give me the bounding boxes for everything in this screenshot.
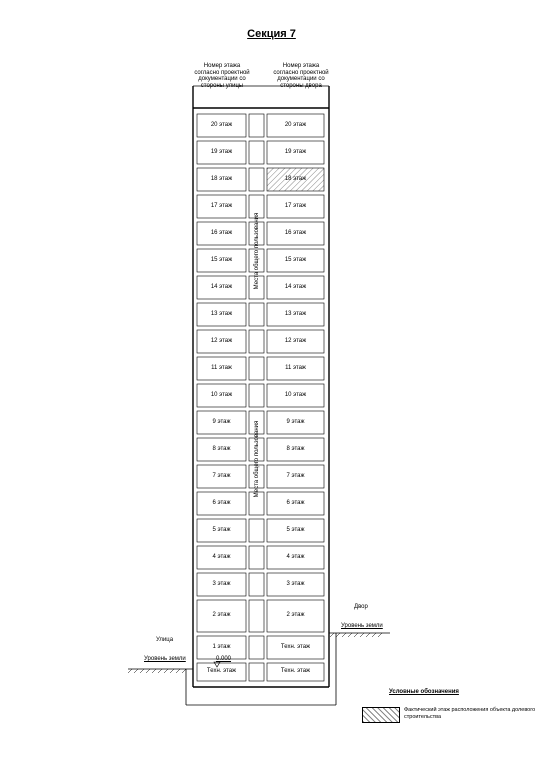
floor-label-right: 12 этаж	[284, 337, 307, 344]
floor-label-left: 1 этаж	[212, 643, 231, 650]
common-area-label-upper: Места общего пользования	[254, 212, 260, 290]
floor-label-left: 8 этаж	[212, 445, 231, 452]
floors-layer	[197, 114, 324, 681]
ground-hatch	[182, 669, 186, 673]
ground-hatch	[378, 633, 382, 637]
ground-hatch	[360, 633, 364, 637]
page-title: Секция 7	[247, 28, 296, 40]
ground-hatch	[140, 669, 144, 673]
ground-hatch	[134, 669, 138, 673]
floor-label-right: 5 этаж	[286, 526, 305, 533]
floor-label-right: 11 этаж	[285, 364, 306, 371]
legend-hatch-swatch	[362, 707, 400, 723]
street-label: Улица	[156, 637, 174, 643]
floor-label-right: 7 этаж	[286, 472, 305, 479]
elevation-mark: 0.000	[216, 656, 232, 662]
floor-label-left: 9 этаж	[212, 418, 231, 425]
legend-hatch-text: Фактический этаж расположения объекта долевого строительства	[404, 707, 536, 720]
floor-label-left: 12 этаж	[210, 337, 233, 344]
floor-label-left: 14 этаж	[210, 283, 233, 290]
ground-hatch	[372, 633, 376, 637]
floor-label-left: 20 этаж	[210, 121, 233, 128]
floor-label-left: 16 этаж	[210, 229, 233, 236]
floor-label-right: 13 этаж	[284, 310, 307, 317]
floor-label-left: 19 этаж	[210, 148, 233, 155]
floor-label-left: 2 этаж	[212, 612, 231, 618]
floor-label-left: 18 этаж	[210, 175, 233, 182]
floor-label-right: 16 этаж	[284, 229, 307, 236]
ground-hatch	[330, 633, 334, 637]
floor-label-right: 10 этаж	[284, 391, 307, 398]
ground-hatch	[170, 669, 174, 673]
legend-title: Условные обозначения	[389, 689, 459, 695]
floor-label-left: 17 этаж	[210, 202, 233, 209]
ground-hatch	[336, 633, 340, 637]
ground-hatch	[354, 633, 358, 637]
floor-label-right: 15 этаж	[284, 256, 307, 263]
ground-level-street-label: Уровень земли	[144, 656, 186, 662]
ground-hatch	[164, 669, 168, 673]
floor-label-left: 3 этаж	[212, 580, 231, 587]
floor-label-right: Техн. этаж	[280, 643, 311, 650]
floor-label-right: 20 этаж	[284, 121, 307, 128]
floor-label-right: 19 этаж	[284, 148, 307, 155]
street-side-header: Номер этажа согласно проектной документации со стороны улицы	[194, 63, 250, 89]
floor-label-left: Техн. этаж	[206, 668, 237, 674]
ground-hatch	[348, 633, 352, 637]
floor-label-left: 13 этаж	[210, 310, 233, 317]
floor-label-left: 15 этаж	[210, 256, 233, 263]
structure-layer	[128, 86, 390, 705]
floor-label-left: 10 этаж	[210, 391, 233, 398]
floor-label-left: 4 этаж	[212, 553, 231, 560]
ground-level-yard-label: Уровень земли	[341, 623, 383, 629]
ground-hatch	[366, 633, 370, 637]
floor-label-right: 14 этаж	[284, 283, 307, 290]
floor-label-left: 11 этаж	[211, 364, 232, 371]
ground-hatch	[342, 633, 346, 637]
floor-label-right: 18 этаж	[284, 175, 307, 182]
floor-label-right: 17 этаж	[284, 202, 307, 209]
floor-label-right: 9 этаж	[286, 418, 305, 425]
ground-hatch	[128, 669, 132, 673]
ground-hatch	[152, 669, 156, 673]
yard-label: Двор	[354, 604, 368, 610]
ground-hatch	[146, 669, 150, 673]
ground-hatch	[158, 669, 162, 673]
floor-label-right: 4 этаж	[286, 553, 305, 560]
common-area-label-lower: Места общего пользования	[254, 420, 260, 498]
yard-side-header: Номер этажа согласно проектной документации со стороны двора	[273, 63, 329, 89]
floor-label-right: 3 этаж	[286, 580, 305, 587]
floor-label-right: 6 этаж	[286, 499, 305, 506]
floor-label-right: 8 этаж	[286, 445, 305, 452]
floor-label-left: 6 этаж	[212, 499, 231, 506]
floor-label-right: 2 этаж	[286, 612, 305, 618]
floor-label-left: 5 этаж	[212, 526, 231, 533]
floor-label-left: 7 этаж	[212, 472, 231, 479]
floor-label-right: Техн. этаж	[280, 668, 311, 674]
ground-hatch	[176, 669, 180, 673]
